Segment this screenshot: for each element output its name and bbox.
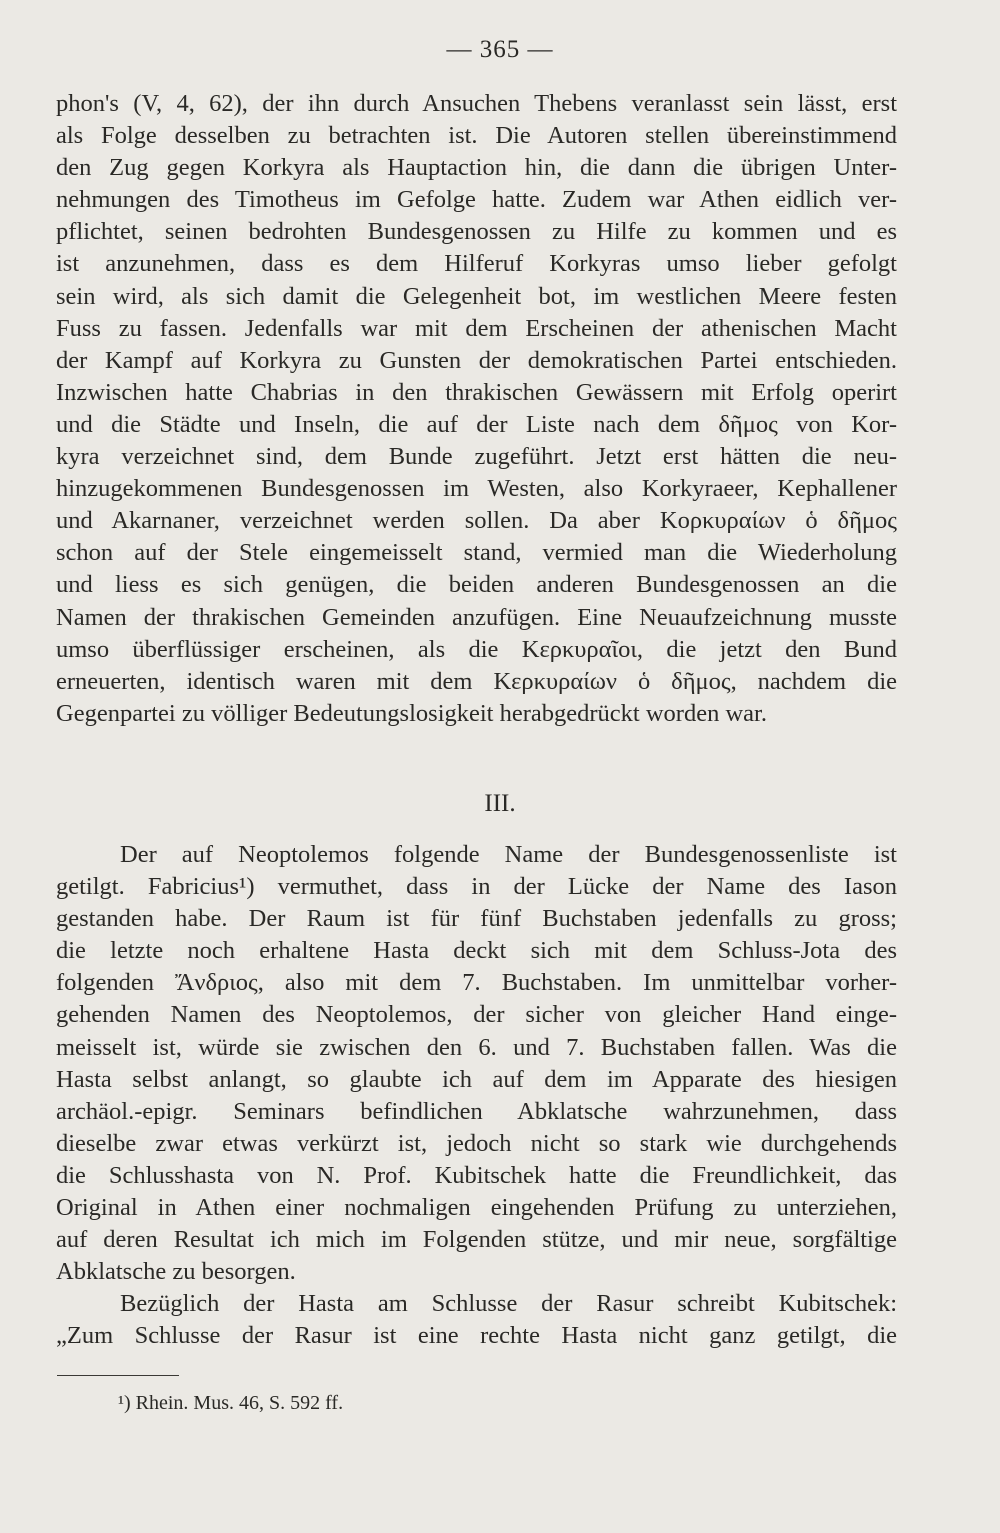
footnote: ¹) Rhein. Mus. 46, S. 592 ff. [118, 1392, 344, 1414]
section-heading: III. [484, 790, 516, 817]
text-line: die Schlusshasta von N. Prof. Kubitschek hatte die Freundlichkeit, das [56, 1161, 897, 1189]
text-line: die letzte noch erhaltene Hasta deckt sich mit dem Schluss-Jota des [56, 937, 897, 965]
text-line: Hasta selbst anlangt, so glaubte ich auf dem im Apparate des hiesigen [56, 1065, 897, 1093]
text-line: der Kampf auf Korkyra zu Gunsten der demokratischen Partei entschieden. [56, 346, 897, 374]
text-line: archäol.-epigr. Seminars befindlichen Abklatsche wahrzunehmen, dass [56, 1097, 897, 1125]
page-number: — 365 — [446, 36, 554, 63]
text-line: gestanden habe. Der Raum ist für fünf Buchstaben jedenfalls zu gross; [56, 905, 897, 933]
text-line: Bezüglich der Hasta am Schlusse der Rasur schreibt Kubitschek: [120, 1290, 897, 1318]
text-line: Der auf Neoptolemos folgende Name der Bundesgenossenliste ist [120, 841, 897, 868]
text-line: auf deren Resultat ich mich im Folgenden stütze, und mir neue, sorgfältige [56, 1226, 897, 1254]
text-line: hinzugekommenen Bundesgenossen im Westen, also Korkyraeer, Kephallener [56, 475, 897, 503]
text-line: kyra verzeichnet sind, dem Bunde zugeführt. Jetzt erst hätten die neu- [56, 443, 897, 471]
text-line: Original in Athen einer nochmaligen eingehenden Prüfung zu unterziehen, [56, 1194, 897, 1222]
text-line: Abklatsche zu besorgen. [56, 1258, 296, 1286]
text-line: getilgt. Fabricius¹) vermuthet, dass in der Lücke der Name des Iason [56, 873, 897, 901]
text-line: meisselt ist, würde sie zwischen den 6. und 7. Buchstaben fallen. Was die [56, 1033, 897, 1061]
text-line: dieselbe zwar etwas verkürzt ist, jedoch nicht so stark wie durchgehends [56, 1129, 897, 1157]
text-line: ist anzunehmen, dass es dem Hilferuf Korkyras umso lieber gefolgt [56, 250, 897, 278]
text-line: erneuerten, identisch waren mit dem Κερκυραίων ὁ δῆμος, nachdem die [56, 667, 897, 695]
text-line: und die Städte und Inseln, die auf der Liste nach dem δῆμος von Kor- [56, 410, 897, 438]
text-line: als Folge desselben zu betrachten ist. Die Autoren stellen übereinstimmend [56, 122, 897, 150]
text-line: phon's (V, 4, 62), der ihn durch Ansuchen Thebens veranlasst sein lässt, erst [56, 90, 897, 117]
text-line: nehmungen des Timotheus im Gefolge hatte. Zudem war Athen eidlich ver- [56, 186, 897, 214]
text-line: Gegenpartei zu völliger Bedeutungslosigkeit herabgedrückt worden war. [56, 699, 767, 727]
text-line: „Zum Schlusse der Rasur ist eine rechte Hasta nicht ganz getilgt, die [56, 1322, 897, 1350]
text-line: Inzwischen hatte Chabrias in den thrakischen Gewässern mit Erfolg operirt [56, 378, 897, 406]
text-line: folgenden Ἄνδριος, also mit dem 7. Buchstaben. Im unmittelbar vorher- [56, 969, 897, 997]
text-line: pflichtet, seinen bedrohten Bundesgenossen zu Hilfe zu kommen und es [56, 218, 897, 246]
text-line: schon auf der Stele eingemeisselt stand, vermied man die Wiederholung [56, 539, 897, 567]
text-line: den Zug gegen Korkyra als Hauptaction hin, die dann die übrigen Unter- [56, 154, 897, 182]
footnote-divider [57, 1375, 179, 1376]
paragraph-1 [56, 88, 897, 730]
text-line: umso überflüssiger erscheinen, als die Κερκυραῖοι, die jetzt den Bund [56, 635, 897, 663]
text-line: Namen der thrakischen Gemeinden anzufügen. Eine Neuaufzeichnung musste [56, 603, 897, 631]
text-line: Fuss zu fassen. Jedenfalls war mit dem Erscheinen der athenischen Macht [56, 314, 897, 342]
text-line: gehenden Namen des Neoptolemos, der sicher von gleicher Hand einge- [56, 1001, 897, 1029]
paragraph-2 [56, 839, 897, 1353]
text-line: und liess es sich genügen, die beiden anderen Bundesgenossen an die [56, 571, 897, 599]
text-line: und Akarnaner, verzeichnet werden sollen. Da aber Κορκυραίων ὁ δῆμος [56, 507, 897, 535]
text-line: sein wird, als sich damit die Gelegenheit bot, im westlichen Meere festen [56, 282, 897, 310]
